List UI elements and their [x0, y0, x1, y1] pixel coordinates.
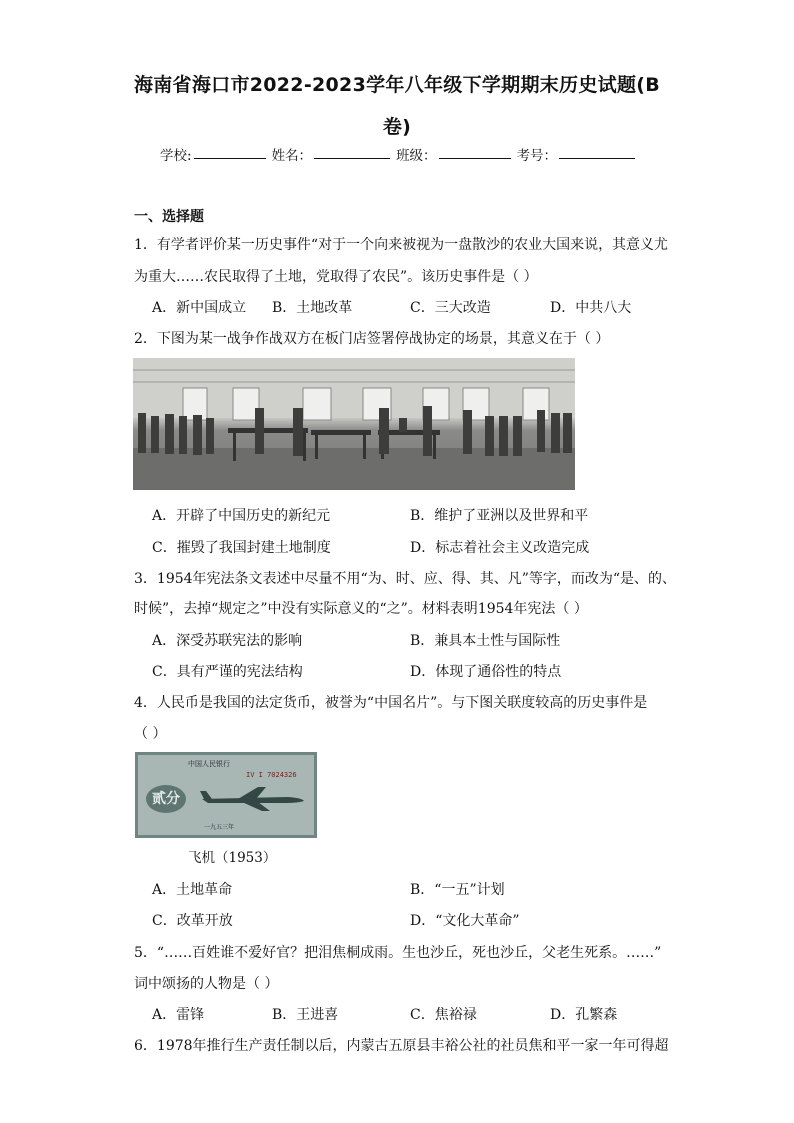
- class-field[interactable]: [439, 144, 511, 159]
- armistice-signing-photo: [133, 358, 575, 490]
- name-field[interactable]: [314, 144, 390, 159]
- q2-option-b[interactable]: B．维护了亚洲以及世界和平: [410, 508, 589, 524]
- q5-option-b[interactable]: B．王进喜: [272, 1007, 339, 1023]
- q3-option-d[interactable]: D．体现了通俗性的特点: [410, 664, 562, 680]
- q5-option-d[interactable]: D．孔繁森: [550, 1007, 618, 1023]
- q3-stem-line1: 3．1954年宪法条文表述中尽量不用“为、时、应、得、其、凡”等字，而改为“是、的、: [134, 571, 677, 587]
- q3-option-c[interactable]: C．具有严谨的宪法结构: [152, 664, 303, 680]
- number-label: 考号：: [516, 148, 558, 164]
- q4-stem-line1: 4．人民币是我国的法定货币，被誉为“中国名片”。与下图关联度较高的历史事件是: [134, 695, 648, 711]
- airplane-icon: [198, 783, 308, 813]
- q3-option-a[interactable]: A．深受苏联宪法的影响: [152, 633, 303, 649]
- exam-title-line2: 卷): [382, 116, 412, 138]
- banknote-image: [135, 752, 317, 838]
- banknote-header: 中国人民银行: [188, 760, 230, 768]
- q4-option-d[interactable]: D．“文化大革命”: [410, 913, 520, 929]
- q1-stem-line2: 为重大……农民取得了土地，党取得了农民”。该历史事件是（ ）: [134, 269, 538, 285]
- q5-stem-line2: 词中颂扬的人物是（ ）: [134, 976, 279, 992]
- name-label: 姓名：: [271, 148, 313, 164]
- q1-option-b[interactable]: B．土地改革: [272, 300, 353, 316]
- student-info-row: [160, 144, 639, 164]
- q1-option-d[interactable]: D．中共八大: [550, 300, 632, 316]
- q4-option-c[interactable]: C．改革开放: [152, 913, 233, 929]
- q1-option-c[interactable]: C．三大改造: [410, 300, 491, 316]
- school-label: 学校:: [160, 148, 192, 164]
- q2-option-c[interactable]: C．摧毁了我国封建土地制度: [152, 540, 331, 556]
- q2-stem-line1: 2．下图为某一战争作战双方在板门店签署停战协定的场景，其意义在于（ ）: [134, 331, 610, 347]
- q4-stem-line2: （ ）: [134, 726, 167, 742]
- number-field[interactable]: [559, 144, 635, 159]
- banknote-serial: IV I 7024326: [246, 771, 297, 779]
- exam-title-line1: 海南省海口市2022-2023学年八年级下学期期末历史试题(B: [133, 74, 661, 96]
- q5-option-c[interactable]: C．焦裕禄: [410, 1007, 477, 1023]
- banknote-value: 贰分: [146, 785, 186, 813]
- q4-option-a[interactable]: A．土地革命: [152, 882, 233, 898]
- q3-option-b[interactable]: B．兼具本土性与国际性: [410, 633, 561, 649]
- q2-option-d[interactable]: D．标志着社会主义改造完成: [410, 540, 590, 556]
- banknote-caption: 飞机（1953）: [188, 850, 277, 866]
- photo-illustration: [133, 358, 575, 490]
- q1-option-a[interactable]: A．新中国成立: [152, 300, 247, 316]
- q3-stem-line2: 时候”，去掉“规定之”中没有实际意义的“之”。材料表明1954年宪法（ ）: [134, 601, 588, 617]
- q4-option-b[interactable]: B．“一五”计划: [410, 882, 505, 898]
- q5-stem-line1: 5．“……百姓谁不爱好官？把泪焦桐成雨。生也沙丘，死也沙丘，父老生死系。……”: [134, 945, 662, 961]
- q1-stem-line1: 1．有学者评价某一历史事件“对于一个向来被视为一盘散沙的农业大国来说，其意义尤: [134, 237, 669, 253]
- q2-option-a[interactable]: A．开辟了中国历史的新纪元: [152, 508, 331, 524]
- class-label: 班级：: [396, 148, 437, 164]
- school-field[interactable]: [194, 144, 266, 159]
- q5-option-a[interactable]: A．雷锋: [152, 1007, 205, 1023]
- q6-stem-line1: 6．1978年推行生产责任制以后，内蒙古五原县丰裕公社的社员焦和平一家一年可得超: [134, 1038, 669, 1054]
- section-title: 一、选择题: [134, 209, 204, 225]
- banknote-year: 一九五三年: [204, 824, 235, 831]
